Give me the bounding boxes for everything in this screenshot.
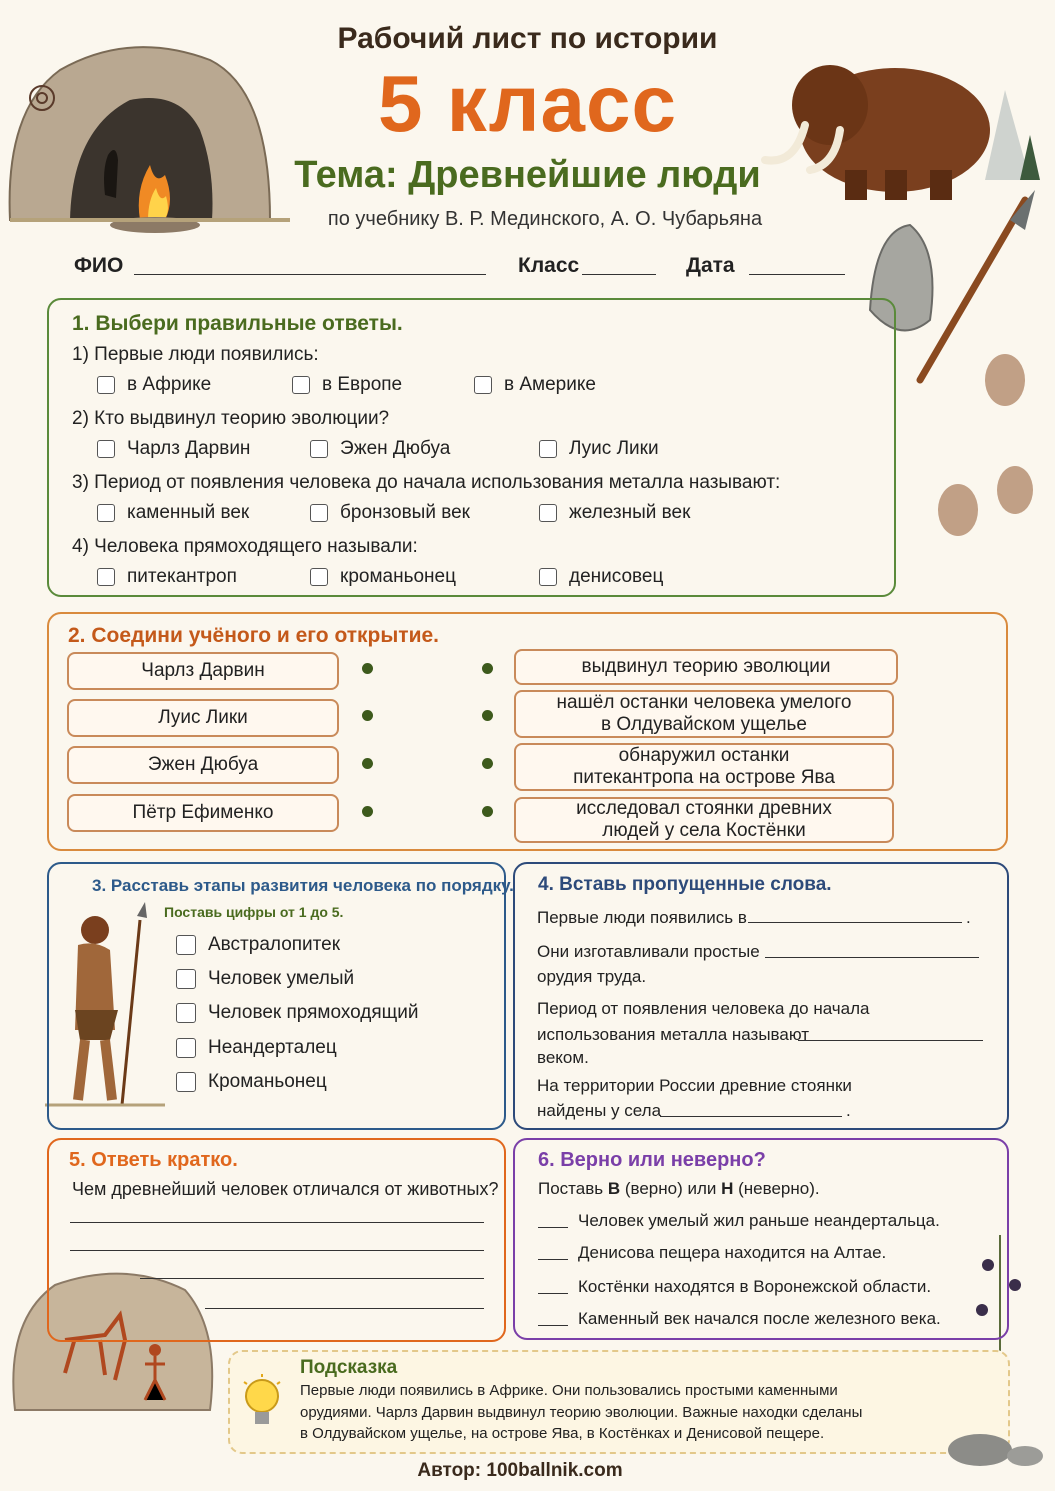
answer-blank[interactable] (660, 1116, 842, 1117)
tf-answer-blank[interactable] (538, 1259, 568, 1260)
task1-q3-option-3[interactable] (539, 502, 690, 524)
checkbox[interactable] (97, 376, 115, 394)
task1-q3-option-1[interactable] (97, 502, 249, 524)
number-box[interactable] (176, 1072, 196, 1092)
task4-sentence-4b: найдены у села (537, 1101, 662, 1120)
connect-dot[interactable] (362, 663, 373, 674)
footprints-illustration (920, 320, 1050, 560)
connect-dot[interactable] (482, 710, 493, 721)
checkbox[interactable] (97, 568, 115, 586)
discovery-card[interactable]: нашёл останки человека умелого в Олдувайском ущелье (514, 690, 894, 738)
instruction-text: (неверно). (733, 1179, 820, 1198)
fio-field[interactable] (134, 274, 486, 275)
option-label: в Европе (322, 374, 403, 395)
worksheet-subtitle: Рабочий лист по истории (337, 22, 718, 55)
answer-line[interactable] (70, 1222, 484, 1223)
instruction-text: Поставь (538, 1179, 608, 1198)
hint-line: орудиями. Чарлз Дарвин выдвинул теорию эволюции. Важные находки сделаны (300, 1404, 863, 1421)
discovery-card[interactable]: обнаружил останки питекантропа на острове Ява (514, 743, 894, 791)
task2-title: 2. Соедини учёного и его открытие. (68, 624, 440, 647)
task1-q2-option-1[interactable] (97, 438, 250, 460)
option-label: кроманьонец (340, 566, 456, 587)
stage-label: Австралопитек (208, 934, 341, 955)
stage-item[interactable] (176, 968, 354, 990)
checkbox[interactable] (474, 376, 492, 394)
tf-statement: Денисова пещера находится на Алтае. (578, 1243, 887, 1262)
task1-q1-option-3[interactable] (474, 374, 596, 396)
option-label: в Америке (504, 374, 596, 395)
scientist-card[interactable]: Луис Лики (67, 699, 339, 737)
connect-dot[interactable] (362, 710, 373, 721)
number-box[interactable] (176, 935, 196, 955)
option-label: железный век (569, 502, 691, 523)
option-label: каменный век (127, 502, 250, 523)
number-box[interactable] (176, 969, 196, 989)
lightbulb-icon (240, 1374, 284, 1438)
answer-blank[interactable] (748, 922, 962, 923)
checkbox[interactable] (539, 504, 557, 522)
scientist-card[interactable]: Эжен Дюбуа (67, 746, 339, 784)
tf-statement: Костёнки находятся в Воронежской области. (578, 1277, 932, 1296)
option-label: Луис Лики (569, 438, 659, 459)
task1-q4-option-2[interactable] (310, 566, 456, 588)
stage-item[interactable] (176, 934, 340, 956)
stage-item[interactable] (176, 1037, 337, 1059)
topic-title: Тема: Древнейшие люди (294, 154, 761, 196)
discovery-card[interactable]: исследовал стоянки древних людей у села Костёнки (514, 797, 894, 843)
task4-sentence-4a: На территории России древние стоянки (537, 1076, 852, 1095)
class-field[interactable] (582, 274, 656, 275)
connect-dot[interactable] (362, 806, 373, 817)
answer-blank[interactable] (798, 1040, 983, 1041)
task1-q2-option-3[interactable] (539, 438, 659, 460)
tf-answer-blank[interactable] (538, 1227, 568, 1228)
option-label: бронзовый век (340, 502, 470, 523)
checkbox[interactable] (310, 440, 328, 458)
stage-label: Человек умелый (208, 968, 355, 989)
task1-q1-option-1[interactable] (97, 374, 211, 396)
option-label: питекантроп (127, 566, 237, 587)
checkbox[interactable] (539, 568, 557, 586)
date-field[interactable] (749, 274, 845, 275)
answer-line[interactable] (140, 1278, 484, 1279)
task1-question-4: 4) Человека прямоходящего называли: (72, 536, 418, 557)
instruction-text: (верно) или (620, 1179, 722, 1198)
task1-question-3: 3) Период от появления человека до начала использования металла называют: (72, 472, 781, 493)
stage-label: Кроманьонец (208, 1071, 327, 1092)
author-footer: Автор: 100ballnik.com (417, 1460, 623, 1481)
task1-question-1: 1) Первые люди появились: (72, 344, 319, 365)
answer-line[interactable] (205, 1308, 484, 1309)
task1-q4-option-3[interactable] (539, 566, 663, 588)
connect-dot[interactable] (482, 758, 493, 769)
checkbox[interactable] (310, 504, 328, 522)
tf-answer-blank[interactable] (538, 1325, 568, 1326)
date-label: Дата (686, 254, 735, 277)
answer-line[interactable] (70, 1250, 484, 1251)
task1-title: 1. Выбери правильные ответы. (72, 312, 403, 335)
connect-dot[interactable] (362, 758, 373, 769)
task1-q3-option-2[interactable] (310, 502, 470, 524)
class-label: Класс (518, 254, 580, 277)
textbook-reference: по учебнику В. Р. Мединского, А. О. Чубарьяна (327, 208, 763, 230)
task4-sentence-3b: использования металла называют (537, 1025, 809, 1044)
task4-sentence-2a: Они изготавливали простые (537, 942, 760, 961)
true-letter: В (607, 1179, 621, 1198)
discovery-card[interactable]: выдвинул теорию эволюции (514, 649, 898, 685)
task4-sentence-3c: веком. (537, 1048, 589, 1067)
task4-sentence-1: Первые люди появились в (537, 908, 747, 927)
fio-label: ФИО (74, 254, 124, 277)
option-label: Эжен Дюбуа (340, 438, 451, 459)
option-label: в Африке (127, 374, 212, 395)
task6-instruction (538, 1179, 820, 1199)
task4-sentence-2b: орудия труда. (537, 967, 647, 986)
tf-statement: Человек умелый жил раньше неандертальца. (578, 1211, 940, 1230)
checkbox[interactable] (310, 568, 328, 586)
tf-statement: Каменный век начался после железного века. (578, 1309, 941, 1328)
option-label: денисовец (569, 566, 664, 587)
connect-dot[interactable] (482, 663, 493, 674)
stage-item[interactable] (176, 1002, 419, 1024)
hint-line: Первые люди появились в Африке. Они пользовались простыми каменными (300, 1382, 838, 1399)
checkbox[interactable] (539, 440, 557, 458)
stage-label: Неандерталец (208, 1037, 337, 1058)
task5-title: 5. Ответь кратко. (69, 1149, 238, 1171)
checkbox[interactable] (292, 376, 310, 394)
hint-title: Подсказка (300, 1357, 398, 1378)
false-letter: Н (721, 1179, 734, 1198)
number-box[interactable] (176, 1038, 196, 1058)
stage-label: Человек прямоходящий (208, 1002, 419, 1023)
punctuation: . (846, 1101, 851, 1120)
checkbox[interactable] (97, 504, 115, 522)
task4-sentence-3a: Период от появления человека до начала (537, 999, 870, 1018)
task5-question: Чем древнейший человек отличался от животных? (72, 1179, 499, 1199)
number-box[interactable] (176, 1003, 196, 1023)
punctuation: . (966, 908, 971, 927)
task1-question-2: 2) Кто выдвинул теорию эволюции? (72, 408, 390, 429)
task1-q4-option-1[interactable] (97, 566, 237, 588)
task3-title: 3. Расставь этапы развития человека по порядку. (92, 876, 514, 895)
scientist-card[interactable]: Чарлз Дарвин (67, 652, 339, 690)
grade-title: 5 класс (377, 59, 678, 148)
tf-answer-blank[interactable] (538, 1293, 568, 1294)
task4-title: 4. Вставь пропущенные слова. (538, 874, 832, 895)
stage-item[interactable] (176, 1071, 327, 1093)
task6-title: 6. Верно или неверно? (538, 1149, 766, 1171)
option-label: Чарлз Дарвин (127, 438, 251, 459)
task3-instruction: Поставь цифры от 1 до 5. (164, 904, 344, 920)
scientist-card[interactable]: Пётр Ефименко (67, 794, 339, 832)
task1-q2-option-2[interactable] (310, 438, 450, 460)
answer-blank[interactable] (765, 957, 979, 958)
task1-q1-option-2[interactable] (292, 374, 402, 396)
hint-line: в Олдувайском ущелье, на острове Ява, в Костёнках и Денисовой пещере. (300, 1425, 825, 1442)
connect-dot[interactable] (482, 806, 493, 817)
checkbox[interactable] (97, 440, 115, 458)
